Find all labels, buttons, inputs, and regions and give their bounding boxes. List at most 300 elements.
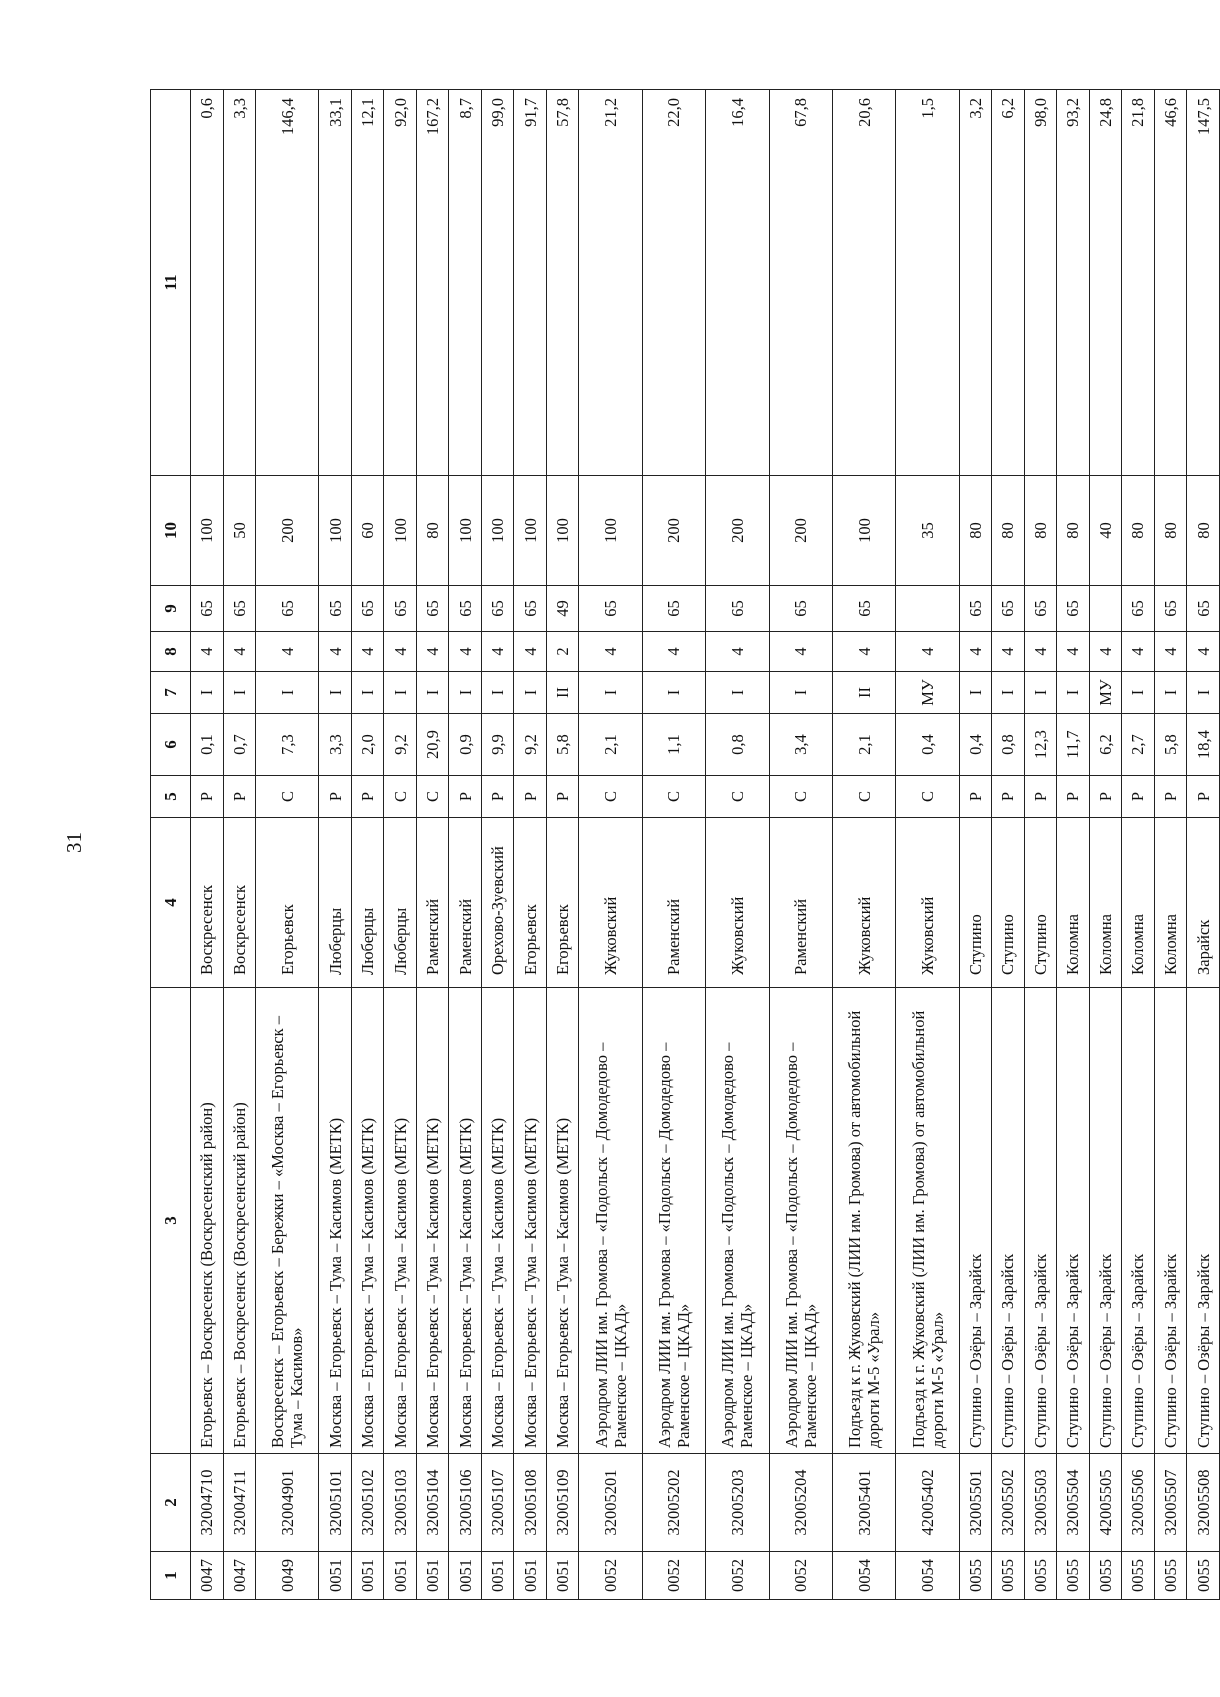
cell-col-6: 9,9 — [481, 714, 514, 776]
page-number: 31 — [62, 832, 86, 853]
cell-col-1: 0055 — [1024, 1552, 1057, 1600]
table-row — [223, 90, 256, 1600]
cell-col-5: Р — [514, 776, 547, 818]
cell-col-9: 65 — [449, 586, 482, 632]
cell-col-7: II — [832, 672, 895, 714]
cell-col-5: Р — [546, 776, 579, 818]
cell-col-9 — [896, 586, 959, 632]
cell-col-8: 4 — [481, 632, 514, 672]
column-header: 10 — [151, 476, 191, 586]
cell-col-7: I — [1057, 672, 1090, 714]
cell-col-2: 32005108 — [514, 1454, 547, 1552]
cell-col-10: 100 — [546, 476, 579, 586]
cell-col-4: Раменский — [769, 818, 832, 988]
cell-col-5: С — [769, 776, 832, 818]
cell-col-8: 4 — [1187, 632, 1220, 672]
cell-col-3: Аэродром ЛИИ им. Громова – «Подольск – Домодедово – Раменское – ЦКАД» — [769, 988, 832, 1454]
cell-col-3: Ступино – Озёры – Зарайск — [959, 988, 992, 1454]
table-row — [1154, 90, 1187, 1600]
cell-col-1: 0055 — [1089, 1552, 1122, 1600]
cell-col-5: Р — [1187, 776, 1220, 818]
cell-col-10: 100 — [579, 476, 642, 586]
cell-col-10: 80 — [1057, 476, 1090, 586]
cell-col-2: 32005103 — [384, 1454, 417, 1552]
cell-col-2: 32004710 — [191, 1454, 224, 1552]
cell-col-2: 32005201 — [579, 1454, 642, 1552]
cell-col-4: Воскресенск — [223, 818, 256, 988]
table-row — [546, 90, 579, 1600]
table-row — [1089, 90, 1122, 1600]
cell-col-4: Коломна — [1089, 818, 1122, 988]
cell-col-10: 100 — [319, 476, 352, 586]
cell-col-8: 4 — [706, 632, 769, 672]
cell-col-10: 100 — [481, 476, 514, 586]
cell-col-2: 32005504 — [1057, 1454, 1090, 1552]
cell-col-9: 49 — [546, 586, 579, 632]
cell-col-1: 0052 — [769, 1552, 832, 1600]
cell-col-4: Раменский — [642, 818, 705, 988]
cell-col-10: 100 — [384, 476, 417, 586]
cell-col-6: 11,7 — [1057, 714, 1090, 776]
cell-col-6: 0,1 — [191, 714, 224, 776]
cell-col-10: 80 — [959, 476, 992, 586]
cell-col-2: 32005202 — [642, 1454, 705, 1552]
cell-col-11: 21,2 — [579, 90, 642, 476]
cell-col-11: 57,8 — [546, 90, 579, 476]
cell-col-9: 65 — [256, 586, 319, 632]
table-row — [256, 90, 319, 1600]
table-row — [959, 90, 992, 1600]
cell-col-8: 4 — [223, 632, 256, 672]
cell-col-9: 65 — [642, 586, 705, 632]
cell-col-8: 4 — [1089, 632, 1122, 672]
cell-col-8: 4 — [769, 632, 832, 672]
cell-col-7: I — [256, 672, 319, 714]
cell-col-11: 146,4 — [256, 90, 319, 476]
cell-col-2: 32005503 — [1024, 1454, 1057, 1552]
cell-col-11: 24,8 — [1089, 90, 1122, 476]
cell-col-4: Ступино — [1024, 818, 1057, 988]
cell-col-11: 21,8 — [1122, 90, 1155, 476]
cell-col-5: С — [832, 776, 895, 818]
cell-col-11: 147,5 — [1187, 90, 1220, 476]
cell-col-10: 80 — [1122, 476, 1155, 586]
cell-col-6: 0,9 — [449, 714, 482, 776]
column-header: 1 — [151, 1552, 191, 1600]
cell-col-1: 0051 — [546, 1552, 579, 1600]
table-row — [706, 90, 769, 1600]
cell-col-5: С — [384, 776, 417, 818]
cell-col-4: Люберцы — [351, 818, 384, 988]
cell-col-10: 100 — [191, 476, 224, 586]
cell-col-11: 98,0 — [1024, 90, 1057, 476]
cell-col-11: 93,2 — [1057, 90, 1090, 476]
cell-col-6: 2,0 — [351, 714, 384, 776]
column-header: 11 — [151, 90, 191, 476]
cell-col-7: I — [449, 672, 482, 714]
cell-col-9: 65 — [832, 586, 895, 632]
table-row — [319, 90, 352, 1600]
cell-col-2: 32005501 — [959, 1454, 992, 1552]
table-row — [351, 90, 384, 1600]
cell-col-9: 65 — [384, 586, 417, 632]
cell-col-4: Ступино — [959, 818, 992, 988]
cell-col-4: Егорьевск — [514, 818, 547, 988]
cell-col-4: Коломна — [1057, 818, 1090, 988]
cell-col-8: 4 — [959, 632, 992, 672]
cell-col-3: Москва – Егорьевск – Тума – Касимов (МЕТК) — [351, 988, 384, 1454]
cell-col-1: 0054 — [832, 1552, 895, 1600]
cell-col-11: 92,0 — [384, 90, 417, 476]
cell-col-8: 4 — [449, 632, 482, 672]
cell-col-5: С — [642, 776, 705, 818]
cell-col-2: 32005106 — [449, 1454, 482, 1552]
table-row — [642, 90, 705, 1600]
cell-col-2: 32005102 — [351, 1454, 384, 1552]
table-row — [416, 90, 449, 1600]
cell-col-6: 2,1 — [832, 714, 895, 776]
cell-col-1: 0055 — [959, 1552, 992, 1600]
cell-col-4: Ступино — [992, 818, 1025, 988]
cell-col-4: Коломна — [1154, 818, 1187, 988]
cell-col-10: 80 — [1187, 476, 1220, 586]
cell-col-6: 9,2 — [384, 714, 417, 776]
cell-col-9: 65 — [769, 586, 832, 632]
cell-col-1: 0055 — [1057, 1552, 1090, 1600]
cell-col-1: 0052 — [706, 1552, 769, 1600]
cell-col-10: 80 — [1154, 476, 1187, 586]
cell-col-7: МУ — [1089, 672, 1122, 714]
cell-col-10: 80 — [416, 476, 449, 586]
cell-col-3: Егорьевск – Воскресенск (Воскресенский район) — [191, 988, 224, 1454]
cell-col-8: 4 — [1057, 632, 1090, 672]
cell-col-6: 20,9 — [416, 714, 449, 776]
cell-col-9: 65 — [1024, 586, 1057, 632]
cell-col-6: 5,8 — [546, 714, 579, 776]
cell-col-4: Коломна — [1122, 818, 1155, 988]
cell-col-1: 0051 — [319, 1552, 352, 1600]
cell-col-3: Ступино – Озёры – Зарайск — [1187, 988, 1220, 1454]
cell-col-11: 3,3 — [223, 90, 256, 476]
cell-col-9: 65 — [191, 586, 224, 632]
cell-col-7: I — [1154, 672, 1187, 714]
cell-col-11: 33,1 — [319, 90, 352, 476]
cell-col-6: 0,8 — [706, 714, 769, 776]
cell-col-6: 0,4 — [896, 714, 959, 776]
cell-col-7: МУ — [896, 672, 959, 714]
cell-col-8: 4 — [256, 632, 319, 672]
cell-col-8: 4 — [191, 632, 224, 672]
cell-col-9 — [1089, 586, 1122, 632]
cell-col-11: 20,6 — [832, 90, 895, 476]
cell-col-2: 42005402 — [896, 1454, 959, 1552]
cell-col-8: 4 — [514, 632, 547, 672]
cell-col-7: I — [514, 672, 547, 714]
cell-col-4: Орехово-Зуевский — [481, 818, 514, 988]
cell-col-3: Москва – Егорьевск – Тума – Касимов (МЕТК) — [546, 988, 579, 1454]
cell-col-6: 9,2 — [514, 714, 547, 776]
cell-col-7: I — [1024, 672, 1057, 714]
cell-col-8: 2 — [546, 632, 579, 672]
cell-col-10: 100 — [832, 476, 895, 586]
cell-col-5: Р — [481, 776, 514, 818]
cell-col-4: Раменский — [449, 818, 482, 988]
cell-col-11: 16,4 — [706, 90, 769, 476]
cell-col-10: 100 — [449, 476, 482, 586]
table-row — [579, 90, 642, 1600]
cell-col-8: 4 — [1122, 632, 1155, 672]
cell-col-9: 65 — [1154, 586, 1187, 632]
cell-col-7: II — [546, 672, 579, 714]
cell-col-5: Р — [351, 776, 384, 818]
cell-col-3: Подъезд к г. Жуковский (ЛИИ им. Громова) от автомобильной дороги М-5 «Урал» — [896, 988, 959, 1454]
cell-col-11: 67,8 — [769, 90, 832, 476]
cell-col-4: Зарайск — [1187, 818, 1220, 988]
cell-col-4: Раменский — [416, 818, 449, 988]
cell-col-6: 2,7 — [1122, 714, 1155, 776]
cell-col-11: 167,2 — [416, 90, 449, 476]
cell-col-1: 0051 — [416, 1552, 449, 1600]
cell-col-1: 0051 — [481, 1552, 514, 1600]
cell-col-3: Воскресенск – Егорьевск – Бережки – «Москва – Егорьевск – Тума – Касимов» — [256, 988, 319, 1454]
cell-col-9: 65 — [1122, 586, 1155, 632]
cell-col-7: I — [319, 672, 352, 714]
cell-col-9: 65 — [992, 586, 1025, 632]
cell-col-11: 99,0 — [481, 90, 514, 476]
cell-col-6: 0,8 — [992, 714, 1025, 776]
cell-col-9: 65 — [706, 586, 769, 632]
cell-col-9: 65 — [351, 586, 384, 632]
cell-col-5: Р — [223, 776, 256, 818]
cell-col-9: 65 — [416, 586, 449, 632]
cell-col-10: 50 — [223, 476, 256, 586]
cell-col-3: Аэродром ЛИИ им. Громова – «Подольск – Домодедово – Раменское – ЦКАД» — [579, 988, 642, 1454]
cell-col-5: Р — [959, 776, 992, 818]
cell-col-8: 4 — [642, 632, 705, 672]
cell-col-3: Ступино – Озёры – Зарайск — [1154, 988, 1187, 1454]
cell-col-10: 200 — [642, 476, 705, 586]
column-header: 3 — [151, 988, 191, 1454]
cell-col-6: 5,8 — [1154, 714, 1187, 776]
cell-col-3: Подъезд к г. Жуковский (ЛИИ им. Громова) от автомобильной дороги М-5 «Урал» — [832, 988, 895, 1454]
cell-col-11: 91,7 — [514, 90, 547, 476]
cell-col-8: 4 — [319, 632, 352, 672]
cell-col-2: 32005502 — [992, 1454, 1025, 1552]
cell-col-1: 0051 — [449, 1552, 482, 1600]
cell-col-7: I — [1122, 672, 1155, 714]
cell-col-5: Р — [1024, 776, 1057, 818]
cell-col-5: Р — [1154, 776, 1187, 818]
cell-col-1: 0055 — [1122, 1552, 1155, 1600]
cell-col-2: 32005507 — [1154, 1454, 1187, 1552]
cell-col-3: Аэродром ЛИИ им. Громова – «Подольск – Домодедово – Раменское – ЦКАД» — [642, 988, 705, 1454]
roads-table — [150, 89, 1220, 1600]
table-row — [769, 90, 832, 1600]
cell-col-2: 32004901 — [256, 1454, 319, 1552]
cell-col-1: 0052 — [579, 1552, 642, 1600]
cell-col-10: 200 — [706, 476, 769, 586]
cell-col-4: Егорьевск — [546, 818, 579, 988]
cell-col-8: 4 — [1024, 632, 1057, 672]
cell-col-4: Люберцы — [319, 818, 352, 988]
cell-col-5: Р — [1122, 776, 1155, 818]
cell-col-3: Москва – Егорьевск – Тума – Касимов (МЕТК) — [449, 988, 482, 1454]
cell-col-6: 3,4 — [769, 714, 832, 776]
cell-col-1: 0051 — [351, 1552, 384, 1600]
cell-col-6: 12,3 — [1024, 714, 1057, 776]
table-row — [481, 90, 514, 1600]
cell-col-10: 35 — [896, 476, 959, 586]
cell-col-11: 22,0 — [642, 90, 705, 476]
table-row — [1057, 90, 1090, 1600]
cell-col-10: 100 — [514, 476, 547, 586]
cell-col-3: Ступино – Озёры – Зарайск — [1089, 988, 1122, 1454]
cell-col-7: I — [579, 672, 642, 714]
table-row — [514, 90, 547, 1600]
cell-col-2: 32005107 — [481, 1454, 514, 1552]
cell-col-3: Москва – Егорьевск – Тума – Касимов (МЕТК) — [319, 988, 352, 1454]
cell-col-2: 32005401 — [832, 1454, 895, 1552]
cell-col-9: 65 — [1187, 586, 1220, 632]
cell-col-8: 4 — [384, 632, 417, 672]
cell-col-2: 32004711 — [223, 1454, 256, 1552]
cell-col-6: 6,2 — [1089, 714, 1122, 776]
cell-col-5: С — [706, 776, 769, 818]
cell-col-2: 32005203 — [706, 1454, 769, 1552]
cell-col-9: 65 — [514, 586, 547, 632]
cell-col-2: 32005104 — [416, 1454, 449, 1552]
table-row — [1122, 90, 1155, 1600]
cell-col-10: 80 — [992, 476, 1025, 586]
cell-col-3: Ступино – Озёры – Зарайск — [1057, 988, 1090, 1454]
cell-col-5: С — [579, 776, 642, 818]
cell-col-5: Р — [1089, 776, 1122, 818]
cell-col-5: С — [416, 776, 449, 818]
cell-col-3: Москва – Егорьевск – Тума – Касимов (МЕТК) — [514, 988, 547, 1454]
cell-col-1: 0051 — [514, 1552, 547, 1600]
cell-col-1: 0047 — [191, 1552, 224, 1600]
table-row — [896, 90, 959, 1600]
cell-col-7: I — [351, 672, 384, 714]
column-header: 6 — [151, 714, 191, 776]
cell-col-6: 18,4 — [1187, 714, 1220, 776]
cell-col-8: 4 — [416, 632, 449, 672]
cell-col-10: 80 — [1024, 476, 1057, 586]
cell-col-4: Жуковский — [896, 818, 959, 988]
cell-col-4: Егорьевск — [256, 818, 319, 988]
cell-col-5: Р — [992, 776, 1025, 818]
cell-col-6: 1,1 — [642, 714, 705, 776]
cell-col-9: 65 — [1057, 586, 1090, 632]
cell-col-9: 65 — [959, 586, 992, 632]
table-row — [832, 90, 895, 1600]
cell-col-1: 0054 — [896, 1552, 959, 1600]
cell-col-6: 3,3 — [319, 714, 352, 776]
cell-col-9: 65 — [223, 586, 256, 632]
cell-col-1: 0047 — [223, 1552, 256, 1600]
cell-col-1: 0055 — [1187, 1552, 1220, 1600]
table-row — [992, 90, 1025, 1600]
table-body — [191, 90, 1220, 1600]
cell-col-5: С — [256, 776, 319, 818]
rotated-table-container — [150, 90, 1220, 1600]
cell-col-8: 4 — [832, 632, 895, 672]
cell-col-7: I — [1187, 672, 1220, 714]
column-header: 2 — [151, 1454, 191, 1552]
cell-col-5: Р — [1057, 776, 1090, 818]
cell-col-11: 0,6 — [191, 90, 224, 476]
table-row — [384, 90, 417, 1600]
cell-col-1: 0052 — [642, 1552, 705, 1600]
cell-col-2: 42005505 — [1089, 1454, 1122, 1552]
table-row — [1187, 90, 1220, 1600]
cell-col-7: I — [223, 672, 256, 714]
column-header: 8 — [151, 632, 191, 672]
cell-col-7: I — [384, 672, 417, 714]
cell-col-10: 200 — [256, 476, 319, 586]
cell-col-11: 1,5 — [896, 90, 959, 476]
cell-col-2: 32005101 — [319, 1454, 352, 1552]
column-header: 9 — [151, 586, 191, 632]
cell-col-3: Ступино – Озёры – Зарайск — [992, 988, 1025, 1454]
cell-col-2: 32005508 — [1187, 1454, 1220, 1552]
cell-col-7: I — [481, 672, 514, 714]
cell-col-6: 0,4 — [959, 714, 992, 776]
cell-col-6: 2,1 — [579, 714, 642, 776]
cell-col-8: 4 — [1154, 632, 1187, 672]
cell-col-3: Аэродром ЛИИ им. Громова – «Подольск – Домодедово – Раменское – ЦКАД» — [706, 988, 769, 1454]
cell-col-2: 32005109 — [546, 1454, 579, 1552]
cell-col-3: Москва – Егорьевск – Тума – Касимов (МЕТК) — [384, 988, 417, 1454]
cell-col-3: Егорьевск – Воскресенск (Воскресенский район) — [223, 988, 256, 1454]
cell-col-2: 32005506 — [1122, 1454, 1155, 1552]
cell-col-3: Ступино – Озёры – Зарайск — [1122, 988, 1155, 1454]
cell-col-5: Р — [319, 776, 352, 818]
table-header-row — [151, 90, 191, 1600]
cell-col-7: I — [959, 672, 992, 714]
cell-col-4: Жуковский — [832, 818, 895, 988]
cell-col-11: 3,2 — [959, 90, 992, 476]
cell-col-8: 4 — [992, 632, 1025, 672]
cell-col-6: 0,7 — [223, 714, 256, 776]
column-header: 4 — [151, 818, 191, 988]
cell-col-1: 0049 — [256, 1552, 319, 1600]
table-row — [1024, 90, 1057, 1600]
column-header: 7 — [151, 672, 191, 714]
cell-col-7: I — [992, 672, 1025, 714]
cell-col-7: I — [642, 672, 705, 714]
cell-col-10: 40 — [1089, 476, 1122, 586]
table-row — [191, 90, 224, 1600]
cell-col-10: 60 — [351, 476, 384, 586]
column-header: 5 — [151, 776, 191, 818]
cell-col-8: 4 — [351, 632, 384, 672]
cell-col-11: 46,6 — [1154, 90, 1187, 476]
cell-col-6: 7,3 — [256, 714, 319, 776]
cell-col-7: I — [191, 672, 224, 714]
cell-col-3: Ступино – Озёры – Зарайск — [1024, 988, 1057, 1454]
cell-col-11: 6,2 — [992, 90, 1025, 476]
cell-col-7: I — [769, 672, 832, 714]
cell-col-5: Р — [449, 776, 482, 818]
cell-col-2: 32005204 — [769, 1454, 832, 1552]
cell-col-4: Воскресенск — [191, 818, 224, 988]
cell-col-7: I — [416, 672, 449, 714]
cell-col-7: I — [706, 672, 769, 714]
cell-col-11: 12,1 — [351, 90, 384, 476]
cell-col-11: 8,7 — [449, 90, 482, 476]
cell-col-9: 65 — [481, 586, 514, 632]
